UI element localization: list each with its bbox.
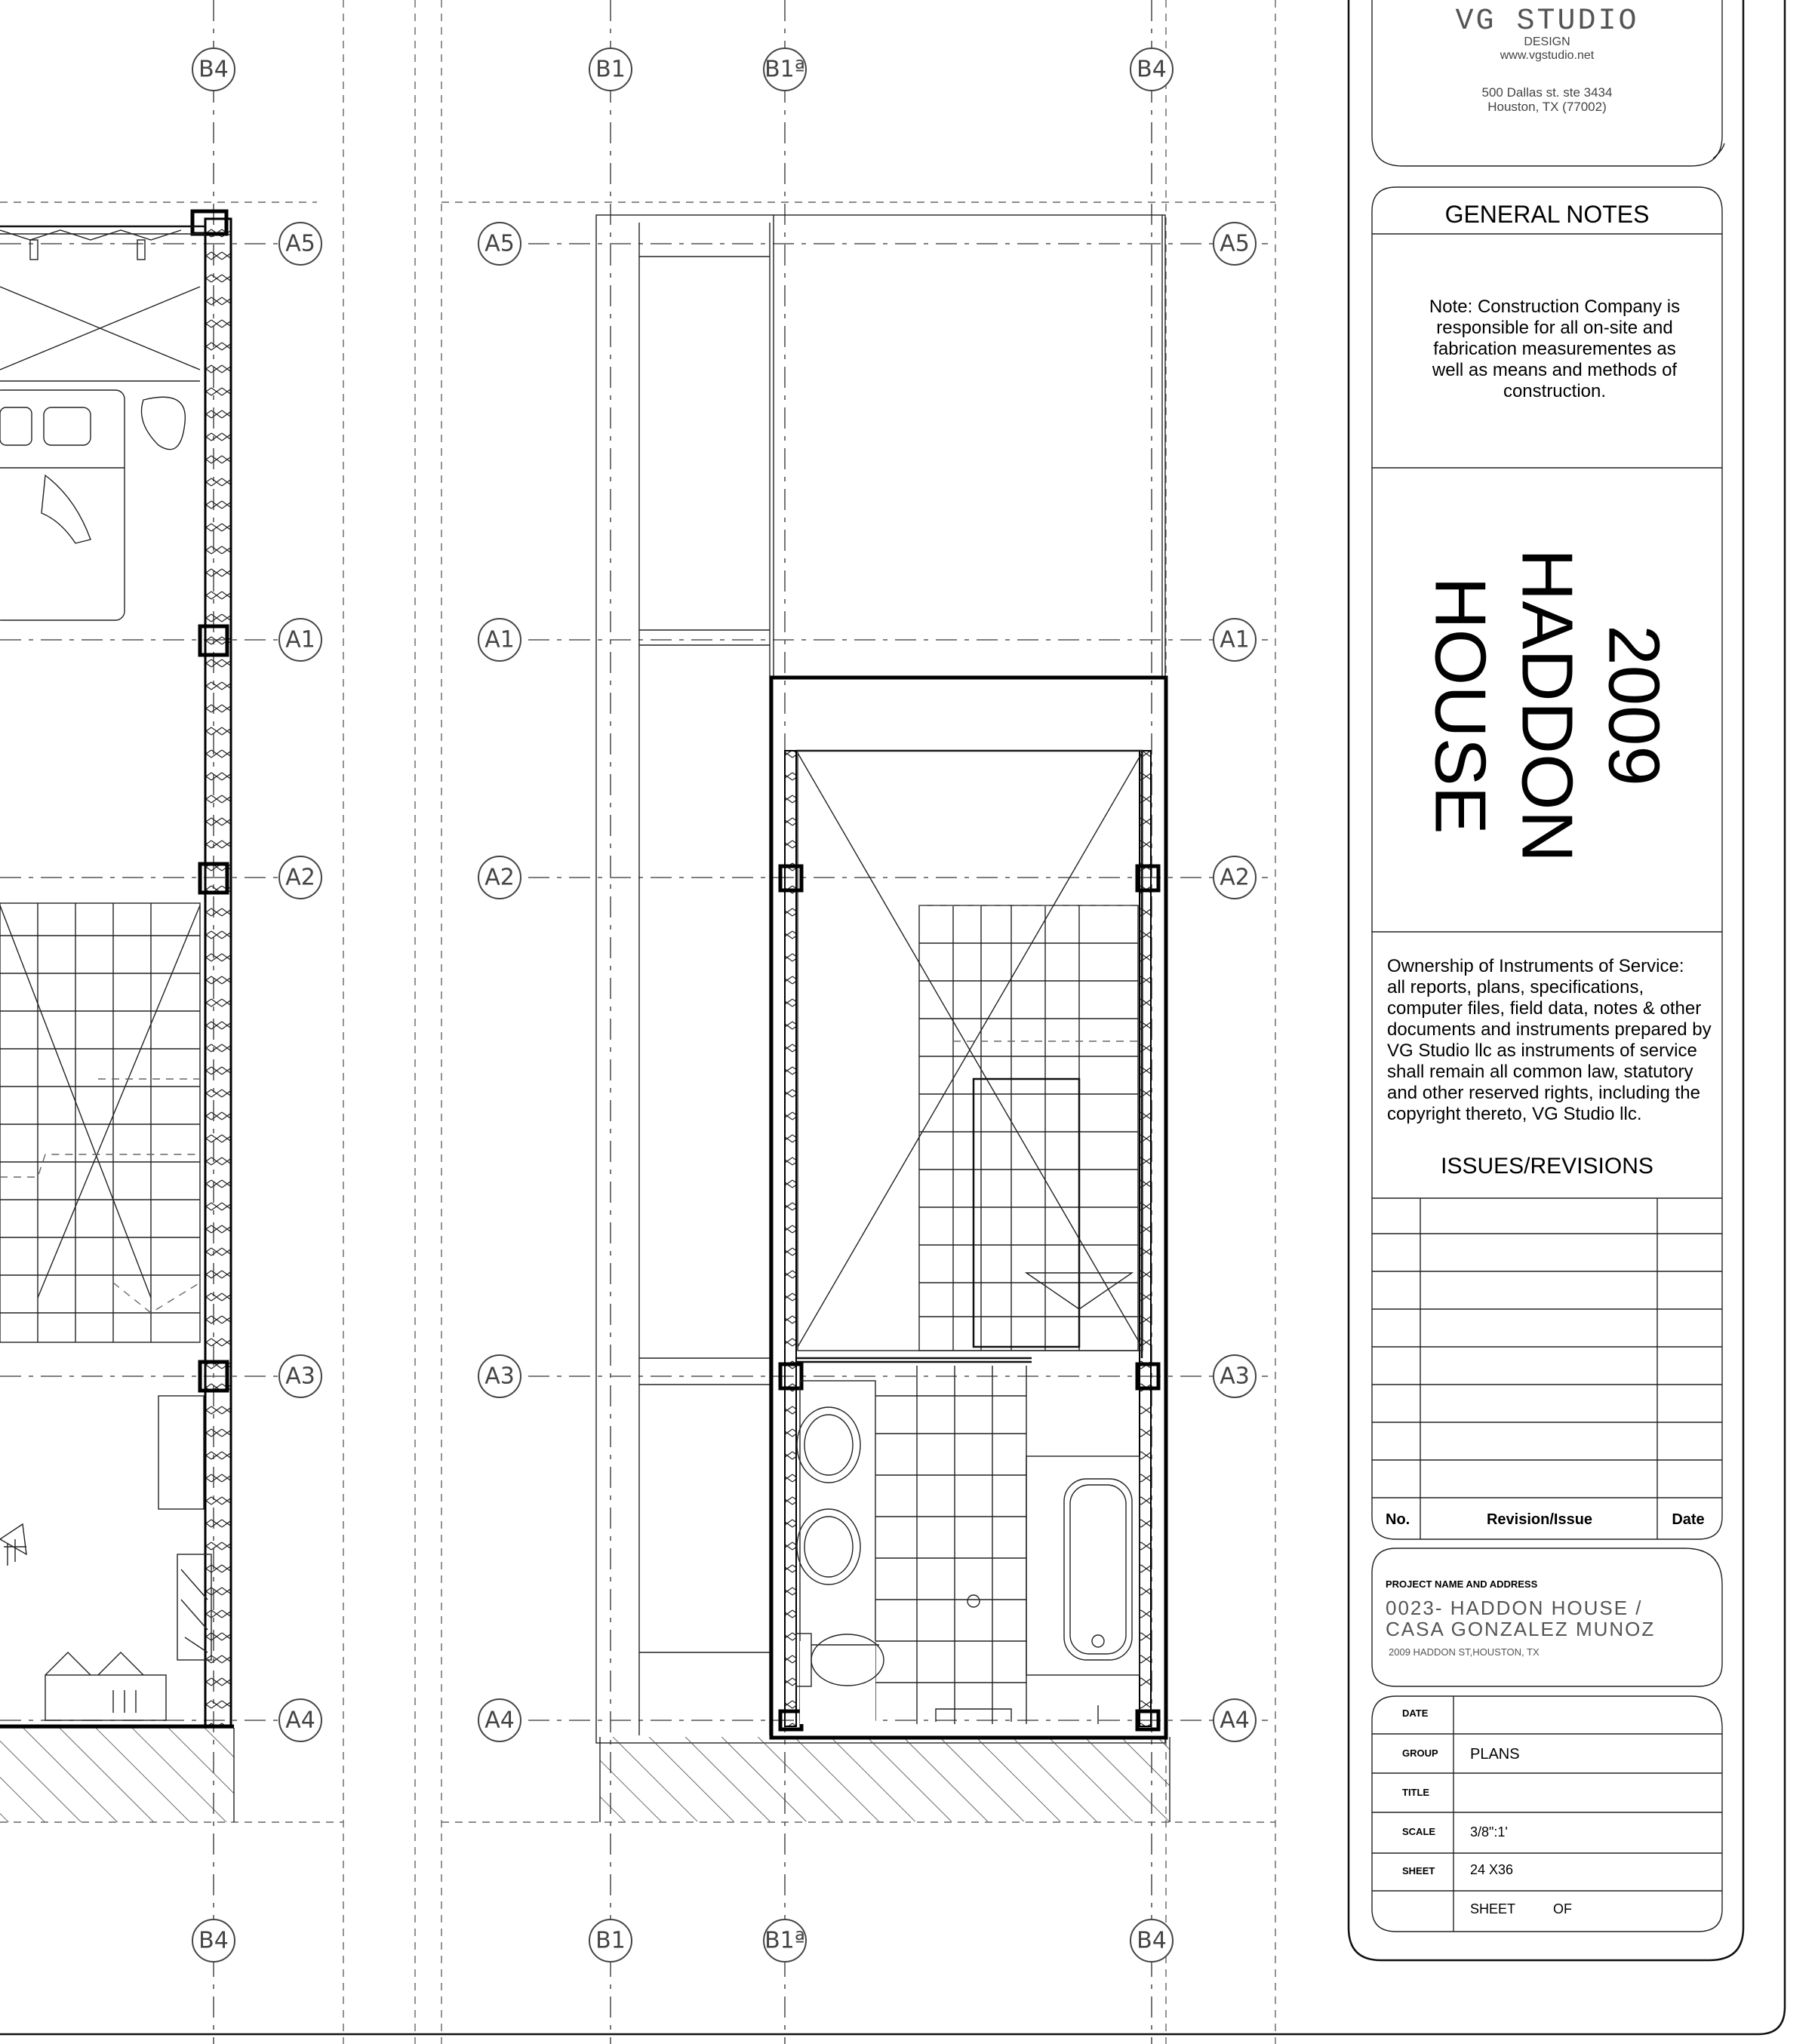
title-block [1349,0,1743,1960]
grid-bubble-col-top-3 [764,48,806,91]
grid-bubble-row-a2-left [279,856,321,899]
info-sheet-label: SHEET [1402,1865,1435,1876]
grid-bubble-row-a5-right [1214,223,1256,265]
svg-text:A2: A2 [1220,864,1250,891]
grid-bubble-col-bottom-1 [192,1920,235,1962]
svg-text:A1: A1 [285,626,315,653]
revisions-table [1372,1198,1722,1539]
grid-bubble-col-top-1 [192,48,235,91]
svg-text:A1: A1 [484,626,515,653]
svg-text:A2: A2 [484,864,515,891]
center-floor-plan [596,215,1170,1822]
ownership-line-3: computer files, field data, notes & other [1387,998,1702,1019]
ownership-line-8: copyright thereto, VG Studio llc. [1387,1104,1642,1124]
svg-text:A5: A5 [285,230,315,257]
svg-text:A5: A5 [1220,230,1250,257]
svg-text:B4: B4 [1137,1927,1167,1954]
grid-bubble-row-a5-mid [478,223,521,265]
project-title-line-3: HOUSE [1420,576,1501,835]
ownership-line-7: and other reserved rights, including the [1387,1083,1700,1103]
svg-text:B1: B1 [595,56,626,83]
grid-bubble-row-a3-left [279,1355,321,1397]
grid-bubble-row-a1-right [1214,619,1256,661]
firm-website: www.vgstudio.net [1500,49,1595,62]
project-title-line-1: 2009 [1593,625,1675,786]
general-notes-line-2: responsible for all on-site and [1436,318,1673,338]
grid-bubble-row-a2-mid [478,856,521,899]
revisions-col-date: Date [1672,1511,1705,1528]
svg-text:A3: A3 [1220,1363,1250,1390]
revisions-col-revision: Revision/Issue [1486,1511,1593,1528]
firm-address-line2: Houston, TX (77002) [1487,100,1607,114]
firm-address-line1: 500 Dallas st. ste 3434 [1481,85,1613,100]
grid-bubble-row-a3-right [1214,1355,1256,1397]
info-group-label: GROUP [1402,1747,1438,1759]
revisions-heading: ISSUES/REVISIONS [1441,1154,1653,1179]
svg-text:B4: B4 [198,56,229,83]
svg-text:A4: A4 [285,1707,315,1734]
info-scale-value: 3/8":1' [1470,1824,1508,1840]
info-title-label: TITLE [1402,1787,1430,1798]
firm-tagline: DESIGN [1524,35,1570,48]
grid-bubble-row-a2-right [1214,856,1256,899]
grid-bubble-col-top-4 [1130,48,1173,91]
general-notes-line-4: well as means and methods of [1432,360,1678,380]
grid-bubble-row-a5-left [279,223,321,265]
project-name-line-2: CASA GONZALEZ MUNOZ [1386,1618,1656,1640]
grid-bubble-row-a1-mid [478,619,521,661]
grid-bubble-row-a1-left [279,619,321,661]
svg-text:B4: B4 [198,1927,229,1954]
project-name-line-1: 0023- HADDON HOUSE / [1386,1597,1643,1619]
project-title [1420,549,1675,862]
svg-text:B1ª: B1ª [764,56,805,83]
grid-bubble-row-a3-mid [478,1355,521,1397]
firm-name: VG STUDIO [1455,5,1639,38]
svg-text:A4: A4 [1220,1707,1250,1734]
grid-bubble-row-a4-left [279,1699,321,1741]
general-notes-line-1: Note: Construction Company is [1429,297,1681,317]
svg-text:A2: A2 [285,864,315,891]
notes-panel [1372,187,1722,1539]
grid-bubble-col-top-2 [589,48,632,91]
info-date-label: DATE [1402,1707,1429,1719]
svg-text:B1: B1 [595,1927,626,1954]
info-panel [1372,1696,1722,1932]
project-label: PROJECT NAME AND ADDRESS [1386,1578,1538,1590]
info-sheet-value: 24 X36 [1470,1862,1514,1877]
ownership-line-2: all reports, plans, specifications, [1387,977,1644,997]
ownership-line-4: documents and instruments prepared by [1387,1019,1712,1040]
project-title-line-2: HADDON [1506,548,1588,863]
svg-text:A3: A3 [484,1363,515,1390]
info-group-value: PLANS [1470,1746,1520,1763]
general-notes-heading: GENERAL NOTES [1444,201,1650,228]
ownership-line-1: Ownership of Instruments of Service: [1387,956,1684,976]
left-floor-plan [0,211,234,1822]
firm-panel [1372,0,1724,166]
general-notes-line-5: construction. [1503,381,1607,401]
general-notes-line-3: fabrication measurementes as [1433,339,1676,359]
revisions-col-no: No. [1386,1511,1410,1528]
svg-text:A3: A3 [285,1363,315,1390]
ownership-line-5: VG Studio llc as instruments of service [1387,1040,1697,1061]
svg-text:A5: A5 [484,230,515,257]
svg-text:B4: B4 [1137,56,1167,83]
info-scale-label: SCALE [1402,1826,1436,1837]
grid-bubble-row-a4-mid [478,1699,521,1741]
grid-bubble-col-bottom-3 [764,1920,806,1962]
grid-bubble-col-bottom-2 [589,1920,632,1962]
svg-text:A1: A1 [1220,626,1250,653]
svg-text:A4: A4 [484,1707,515,1734]
project-panel [1372,1548,1722,1686]
ownership-line-6: shall remain all common law, statutory [1387,1062,1693,1082]
grid-bubble-row-a4-right [1214,1699,1256,1741]
info-sheet-of-label: SHEET [1470,1901,1516,1916]
grid-bubble-col-bottom-4 [1130,1920,1173,1962]
project-address: 2009 HADDON ST,HOUSTON, TX [1389,1646,1540,1658]
info-of-label: OF [1553,1901,1572,1916]
svg-text:B1ª: B1ª [764,1927,805,1954]
